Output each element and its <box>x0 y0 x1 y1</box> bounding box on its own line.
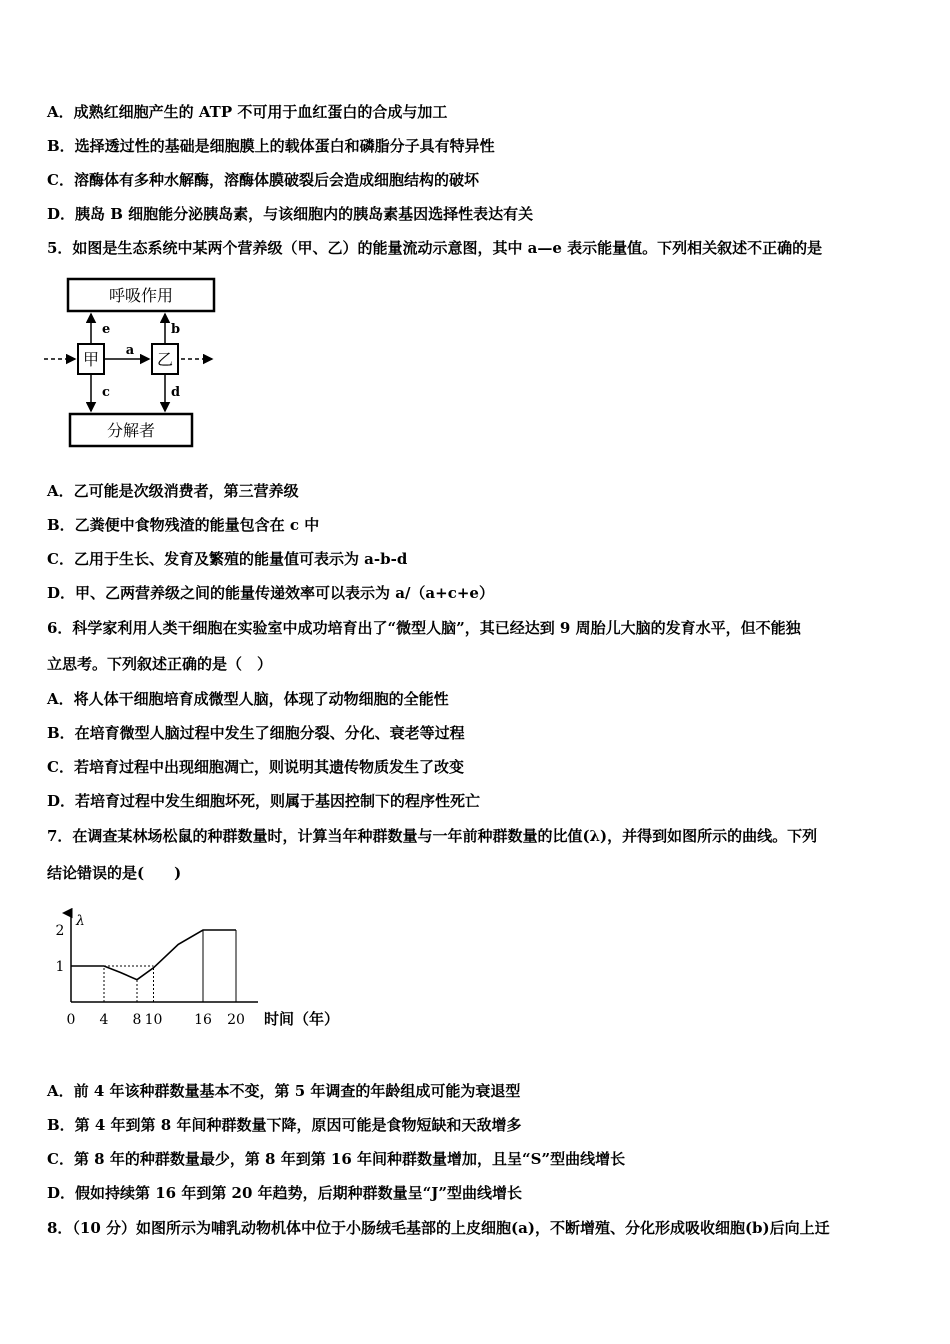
jia-label: 甲 <box>82 350 100 369</box>
lambda-line-chart <box>40 905 360 1040</box>
q7-stem-line2: 结论错误的是( ) <box>47 864 182 882</box>
q5-stem: 5．如图是生态系统中某两个营养级（甲、乙）的能量流动示意图，其中 a—e 表示能量值。下列相关叙述不正确的是 <box>47 239 823 257</box>
q4-option-a: A．成熟红细胞产生的 ATP 不可用于血红蛋白的合成与加工 <box>47 103 448 121</box>
y-axis-label: λ <box>76 913 85 929</box>
q7-option-c: C．第 8 年的种群数量最少，第 8 年到第 16 年间种群数量增加，且呈“S”型曲线增长 <box>47 1150 626 1168</box>
label-c: c <box>102 385 110 400</box>
q7-option-b: B．第 4 年到第 8 年间种群数量下降，原因可能是食物短缺和天敌增多 <box>47 1116 522 1134</box>
respiration-label: 呼吸作用 <box>108 286 174 305</box>
q6-option-b: B．在培育微型人脑过程中发生了细胞分裂、分化、衰老等过程 <box>47 724 465 742</box>
x-tick-label-1: 4 <box>99 1012 109 1028</box>
q6-option-d: D．若培育过程中发生细胞坏死，则属于基因控制下的程序性死亡 <box>47 792 481 810</box>
q6-option-c: C．若培育过程中出现细胞凋亡，则说明其遗传物质发生了改变 <box>47 758 464 776</box>
q5-option-b: B．乙粪便中食物残渣的能量包含在 c 中 <box>47 516 320 534</box>
q7-option-d: D．假如持续第 16 年到第 20 年趋势，后期种群数量呈“J”型曲线增长 <box>47 1184 523 1202</box>
y-tick-label-0: 1 <box>55 959 65 975</box>
x-tick-label-0: 0 <box>66 1012 76 1028</box>
energy-flow-diagram <box>40 273 225 453</box>
label-b: b <box>171 322 181 337</box>
q7-option-a: A．前 4 年该种群数量基本不变，第 5 年调查的年龄组成可能为衰退型 <box>47 1082 521 1100</box>
y-tick-label-1: 2 <box>55 923 65 939</box>
decomposer-label: 分解者 <box>106 421 156 440</box>
yi-label: 乙 <box>156 350 174 369</box>
q6-stem-line2: 立思考。下列叙述正确的是（ ） <box>47 655 273 673</box>
q4-option-c: C．溶酶体有多种水解酶，溶酶体膜破裂后会造成细胞结构的破坏 <box>47 171 479 189</box>
x-axis-label: 时间（年） <box>264 1010 340 1028</box>
label-e: e <box>102 322 111 337</box>
x-tick-label-4: 16 <box>194 1012 212 1028</box>
q7-stem-line1: 7．在调查某林场松鼠的种群数量时，计算当年种群数量与一年前种群数量的比值(λ)，并得到如图所示的曲线。下列 <box>47 827 818 845</box>
x-tick-label-5: 20 <box>227 1012 245 1028</box>
q5-option-c: C．乙用于生长、发育及繁殖的能量值可表示为 a-b-d <box>47 550 408 568</box>
q5-option-d: D．甲、乙两营养级之间的能量传递效率可以表示为 a/（a+c+e） <box>47 584 494 602</box>
q6-stem-line1: 6．科学家利用人类干细胞在实验室中成功培育出了“微型人脑”，其已经达到 9 周胎儿大脑的发育水平，但不能独 <box>47 619 801 637</box>
q6-option-a: A．将人体干细胞培育成微型人脑，体现了动物细胞的全能性 <box>47 690 449 708</box>
q4-option-b: B．选择透过性的基础是细胞膜上的载体蛋白和磷脂分子具有特异性 <box>47 137 495 155</box>
q4-option-d: D．胰岛 B 细胞能分泌胰岛素，与该细胞内的胰岛素基因选择性表达有关 <box>47 205 534 223</box>
q8-stem: 8．（10 分）如图所示为哺乳动物机体中位于小肠绒毛基部的上皮细胞(a)，不断增殖、分化形成吸收细胞(b)后向上迁 <box>47 1219 830 1237</box>
axis-ticks <box>56 923 245 1028</box>
x-tick-label-2: 8 <box>132 1012 142 1028</box>
q5-option-a: A．乙可能是次级消费者，第三营养级 <box>47 482 299 500</box>
guide-lines <box>104 930 236 1002</box>
label-d: d <box>171 385 181 400</box>
x-tick-label-3: 10 <box>144 1012 163 1028</box>
label-a: a <box>125 343 135 358</box>
